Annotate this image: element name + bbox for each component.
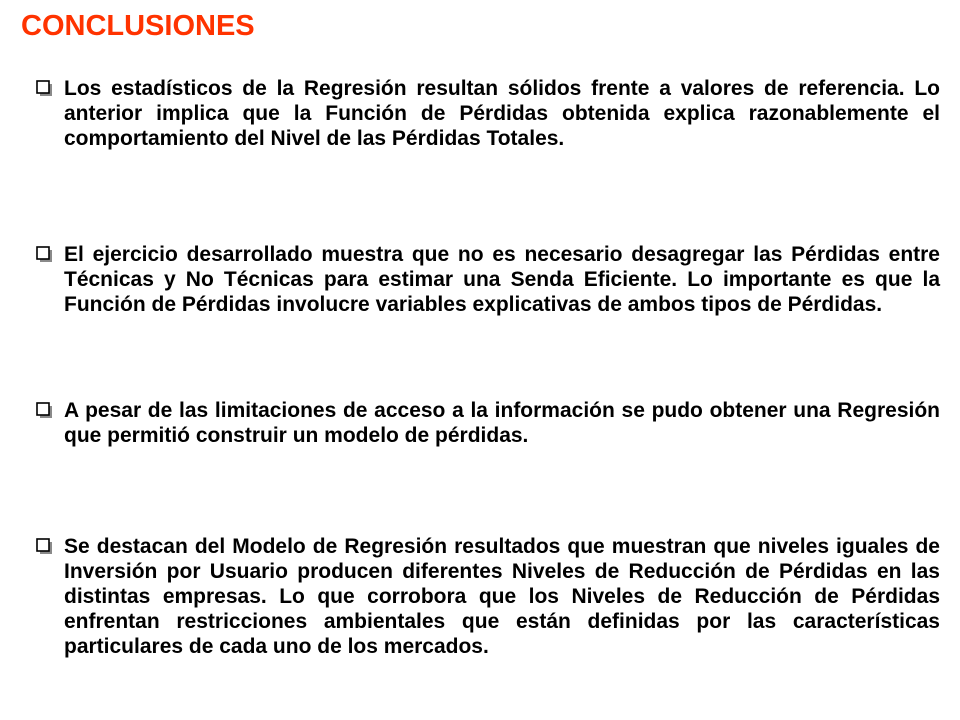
conclusion-text: Los estadísticos de la Regresión resultan sólidos frente a valores de referencia. Lo anterior implica que la Función de Pérdidas obtenida explica razonablemente el comportamiento del Nivel de las Pérdidas Totales. <box>64 77 940 150</box>
conclusion-text: El ejercicio desarrollado muestra que no es necesario desagregar las Pérdidas entre Técnicas y No Técnicas para estimar una Senda Eficiente. Lo importante es que la Función de Pérdidas involucre variables explicativas de ambos tipos de Pérdidas. <box>64 243 940 316</box>
hollow-square-bullet-icon <box>36 538 53 555</box>
hollow-square-bullet-icon <box>36 246 53 263</box>
hollow-square-bullet-icon <box>36 80 53 97</box>
slide-title: CONCLUSIONES <box>21 10 255 42</box>
conclusion-text: Se destacan del Modelo de Regresión resultados que muestran que niveles iguales de Inversión por Usuario producen diferentes Niveles de Reducción de Pérdidas en las distintas empresas. Lo que corrobora que los Niveles de Reducción de Pérdidas enfrentan restricciones ambientales que están definidas por las características particulares de cada uno de los mercados. <box>64 535 940 658</box>
conclusion-text: A pesar de las limitaciones de acceso a la información se pudo obtener una Regresión que permitió construir un modelo de pérdidas. <box>64 399 940 447</box>
hollow-square-bullet-icon <box>36 402 53 419</box>
